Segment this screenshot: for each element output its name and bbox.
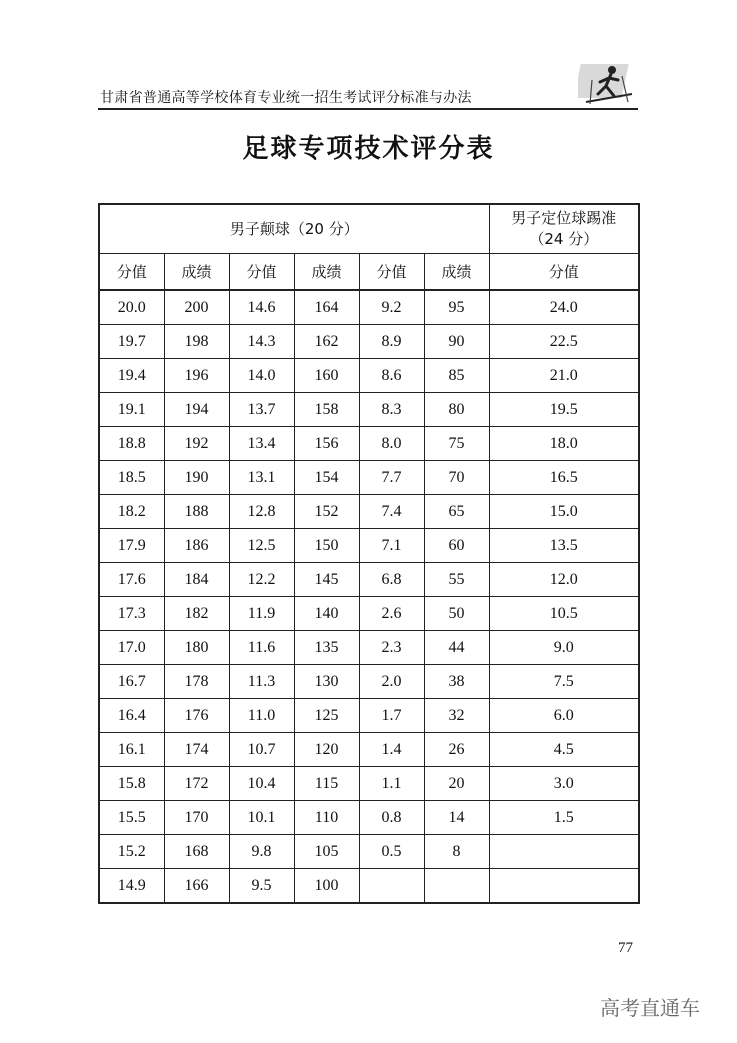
table-cell: 12.8: [229, 495, 294, 529]
table-cell: 180: [164, 631, 229, 665]
table-cell: 9.8: [229, 835, 294, 869]
table-cell: 182: [164, 597, 229, 631]
table-cell: 44: [424, 631, 489, 665]
table-cell: 105: [294, 835, 359, 869]
table-cell: 6.8: [359, 563, 424, 597]
table-cell: 1.5: [489, 801, 639, 835]
table-cell: 19.5: [489, 393, 639, 427]
table-cell: 16.4: [99, 699, 164, 733]
table-row: [99, 393, 639, 427]
table-cell: 10.5: [489, 597, 639, 631]
table-cell: 14.6: [229, 290, 294, 325]
table-cell: 176: [164, 699, 229, 733]
table-cell: 19.4: [99, 359, 164, 393]
table-cell: 200: [164, 290, 229, 325]
table-cell: 14.0: [229, 359, 294, 393]
table-row: [99, 359, 639, 393]
col-result-3: 成绩: [424, 254, 489, 291]
table-cell: 100: [294, 869, 359, 904]
table-cell: 186: [164, 529, 229, 563]
table-cell: 7.5: [489, 665, 639, 699]
col-score-3: 分值: [359, 254, 424, 291]
table-cell: 11.6: [229, 631, 294, 665]
table-cell: 8: [424, 835, 489, 869]
table-cell: 9.5: [229, 869, 294, 904]
table-cell: 145: [294, 563, 359, 597]
table-cell: 172: [164, 767, 229, 801]
score-table-body: [99, 290, 639, 903]
running-header: 甘肃省普通高等学校体育专业统一招生考试评分标准与办法: [100, 90, 472, 106]
col-result-1: 成绩: [164, 254, 229, 291]
table-cell: 158: [294, 393, 359, 427]
table-cell: 20.0: [99, 290, 164, 325]
table-cell: 26: [424, 733, 489, 767]
table-cell: 16.1: [99, 733, 164, 767]
table-cell: 9.2: [359, 290, 424, 325]
table-cell: 19.7: [99, 325, 164, 359]
table-cell: 8.9: [359, 325, 424, 359]
table-cell: 168: [164, 835, 229, 869]
table-cell: 1.1: [359, 767, 424, 801]
table-cell: 75: [424, 427, 489, 461]
table-cell: 4.5: [489, 733, 639, 767]
table-cell: 194: [164, 393, 229, 427]
table-cell: [424, 869, 489, 904]
table-cell: 12.2: [229, 563, 294, 597]
table-row: [99, 427, 639, 461]
table-cell: 1.7: [359, 699, 424, 733]
table-cell: 17.0: [99, 631, 164, 665]
table-cell: 20: [424, 767, 489, 801]
table-cell: 60: [424, 529, 489, 563]
table-cell: 162: [294, 325, 359, 359]
table-cell: 0.8: [359, 801, 424, 835]
table-cell: 152: [294, 495, 359, 529]
table-cell: 13.7: [229, 393, 294, 427]
table-cell: 18.2: [99, 495, 164, 529]
table-cell: 17.3: [99, 597, 164, 631]
watermark: 高考直通车: [600, 996, 700, 1020]
table-cell: 12.0: [489, 563, 639, 597]
table-cell: 198: [164, 325, 229, 359]
table-cell: 3.0: [489, 767, 639, 801]
table-cell: 130: [294, 665, 359, 699]
table-cell: 135: [294, 631, 359, 665]
table-cell: 15.8: [99, 767, 164, 801]
table-cell: 13.1: [229, 461, 294, 495]
table-cell: 10.4: [229, 767, 294, 801]
table-cell: 65: [424, 495, 489, 529]
table-cell: 7.7: [359, 461, 424, 495]
table-cell: 13.4: [229, 427, 294, 461]
table-cell: 55: [424, 563, 489, 597]
table-cell: 14: [424, 801, 489, 835]
table-cell: 190: [164, 461, 229, 495]
table-cell: 50: [424, 597, 489, 631]
table-cell: 0.5: [359, 835, 424, 869]
table-cell: 8.6: [359, 359, 424, 393]
table-row: [99, 563, 639, 597]
table-cell: 18.8: [99, 427, 164, 461]
table-row: [99, 733, 639, 767]
table-cell: 2.6: [359, 597, 424, 631]
table-row: [99, 665, 639, 699]
table-cell: 13.5: [489, 529, 639, 563]
table-cell: 14.3: [229, 325, 294, 359]
page-title: 足球专项技术评分表: [242, 134, 495, 164]
table-cell: 140: [294, 597, 359, 631]
table-cell: 10.1: [229, 801, 294, 835]
table-cell: 1.4: [359, 733, 424, 767]
table-cell: 188: [164, 495, 229, 529]
table-cell: 9.0: [489, 631, 639, 665]
table-cell: 21.0: [489, 359, 639, 393]
placement-kick-header: [489, 204, 639, 254]
table-cell: 70: [424, 461, 489, 495]
table-cell: 160: [294, 359, 359, 393]
placement-kick-header-line1: 男子定位球踢准: [511, 209, 617, 227]
table-cell: 11.3: [229, 665, 294, 699]
table-cell: 6.0: [489, 699, 639, 733]
table-cell: 174: [164, 733, 229, 767]
table-cell: 15.0: [489, 495, 639, 529]
score-table: [98, 203, 640, 904]
table-cell: 24.0: [489, 290, 639, 325]
table-row: [99, 801, 639, 835]
table-cell: 125: [294, 699, 359, 733]
table-cell: 38: [424, 665, 489, 699]
table-cell: 184: [164, 563, 229, 597]
table-cell: 85: [424, 359, 489, 393]
table-row: [99, 529, 639, 563]
table-cell: [359, 869, 424, 904]
col-score-4: 分值: [489, 254, 639, 291]
table-cell: 178: [164, 665, 229, 699]
table-cell: 7.1: [359, 529, 424, 563]
table-cell: 18.0: [489, 427, 639, 461]
page-number: 77: [618, 940, 633, 956]
table-cell: 164: [294, 290, 359, 325]
col-score-2: 分值: [229, 254, 294, 291]
table-cell: 170: [164, 801, 229, 835]
table-row: [99, 461, 639, 495]
table-cell: 95: [424, 290, 489, 325]
table-row: [99, 767, 639, 801]
table-cell: 90: [424, 325, 489, 359]
table-cell: 12.5: [229, 529, 294, 563]
table-row: [99, 835, 639, 869]
table-cell: 14.9: [99, 869, 164, 904]
table-row: [99, 325, 639, 359]
table-cell: 8.3: [359, 393, 424, 427]
table-cell: 154: [294, 461, 359, 495]
table-cell: 196: [164, 359, 229, 393]
table-cell: 16.7: [99, 665, 164, 699]
table-cell: 8.0: [359, 427, 424, 461]
table-cell: 110: [294, 801, 359, 835]
placement-kick-header-line2: （24 分）: [529, 230, 599, 248]
table-cell: 18.5: [99, 461, 164, 495]
table-row: [99, 699, 639, 733]
table-cell: 192: [164, 427, 229, 461]
table-cell: 120: [294, 733, 359, 767]
table-cell: 150: [294, 529, 359, 563]
table-row: [99, 597, 639, 631]
header-rule: [98, 108, 638, 110]
table-cell: 166: [164, 869, 229, 904]
table-cell: 11.9: [229, 597, 294, 631]
table-row: [99, 495, 639, 529]
table-cell: 115: [294, 767, 359, 801]
table-row: [99, 631, 639, 665]
table-cell: 10.7: [229, 733, 294, 767]
table-cell: 2.3: [359, 631, 424, 665]
table-cell: 22.5: [489, 325, 639, 359]
table-cell: 7.4: [359, 495, 424, 529]
skier-logo-icon: [578, 58, 636, 108]
table-cell: [489, 835, 639, 869]
col-result-2: 成绩: [294, 254, 359, 291]
table-cell: 80: [424, 393, 489, 427]
table-cell: 156: [294, 427, 359, 461]
table-cell: 2.0: [359, 665, 424, 699]
juggling-header: 男子颠球（20 分）: [99, 204, 489, 254]
table-cell: 32: [424, 699, 489, 733]
table-cell: [489, 869, 639, 904]
table-cell: 16.5: [489, 461, 639, 495]
table-cell: 15.5: [99, 801, 164, 835]
table-cell: 17.9: [99, 529, 164, 563]
table-cell: 19.1: [99, 393, 164, 427]
table-cell: 15.2: [99, 835, 164, 869]
table-cell: 17.6: [99, 563, 164, 597]
table-row: [99, 290, 639, 325]
table-cell: 11.0: [229, 699, 294, 733]
col-score-1: 分值: [99, 254, 164, 291]
table-row: [99, 869, 639, 904]
